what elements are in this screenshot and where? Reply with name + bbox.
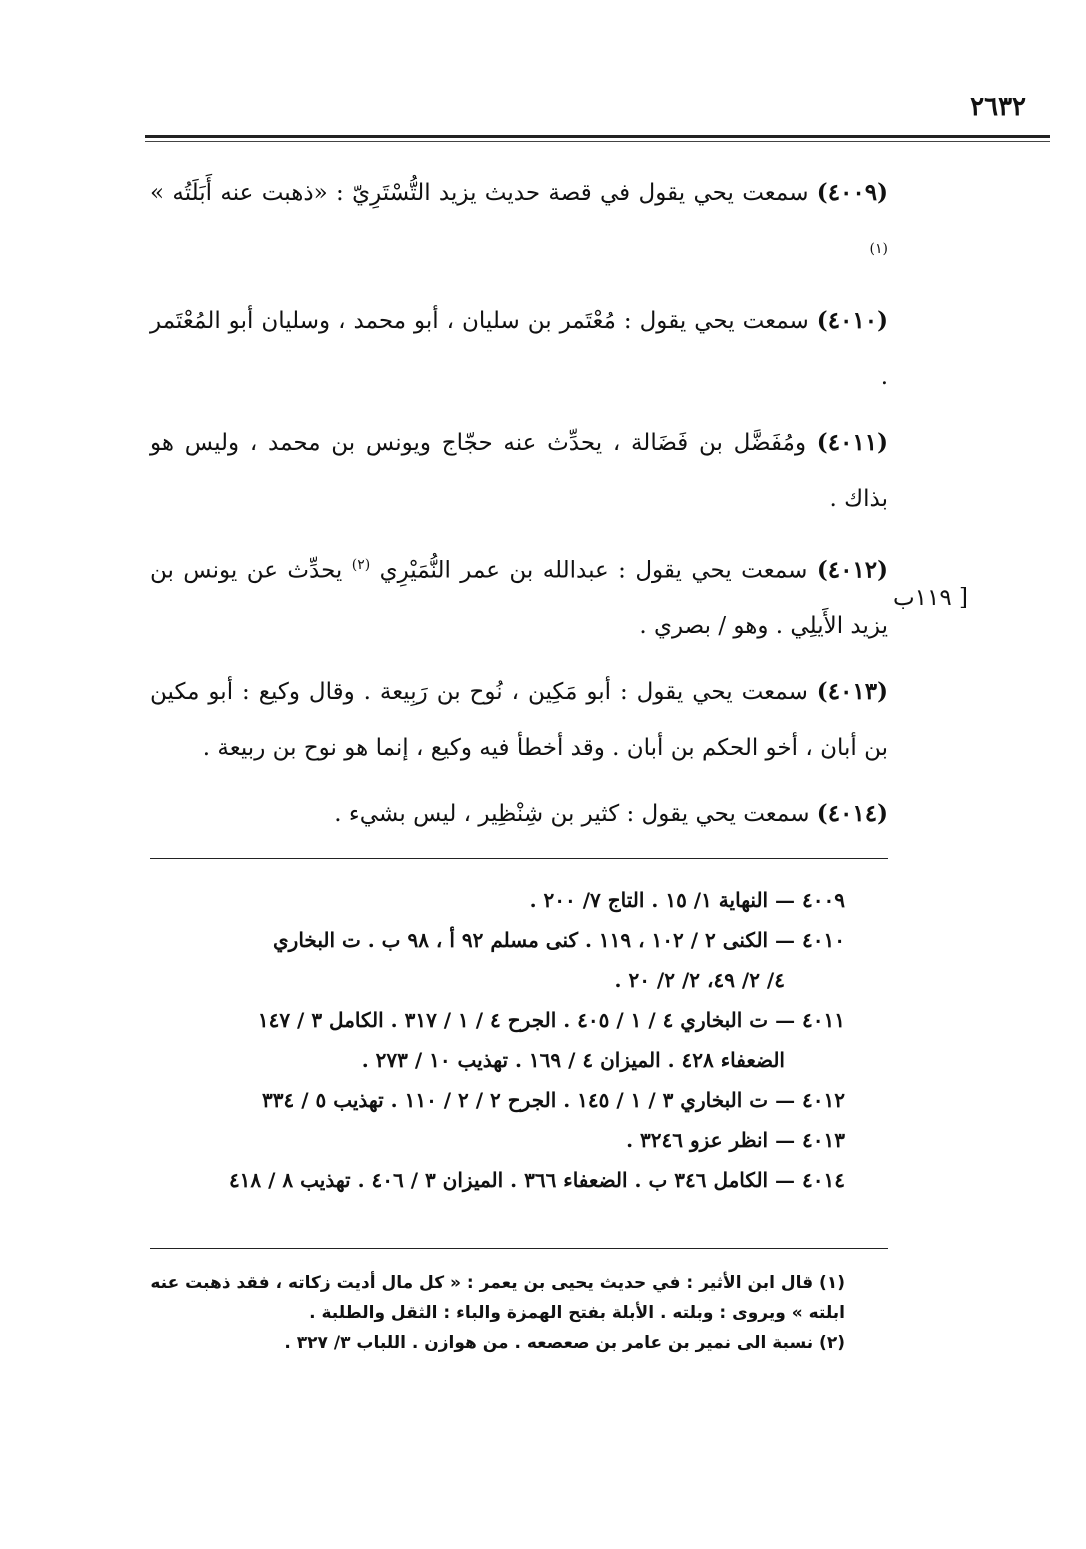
entry-number: (٤٠٠٩) <box>816 179 888 206</box>
reference-item <box>170 880 845 920</box>
references-rule <box>150 858 888 859</box>
entry-text: سمعت يحي يقول : كثير بن شِنْظِير ، ليس بشيء . <box>334 801 810 828</box>
entry-text: ومُفَضَّل بن فَضَالة ، يحدِّث عنه حجّاج ويونس بن محمد ، وليس هو بذاك . <box>150 429 888 512</box>
entry-text: سمعت يحي يقول : مُعْتَمر بن سليان ، أبو محمد ، وسليان أبو المُعْتَمر . <box>150 307 888 390</box>
header-rule <box>145 135 1050 138</box>
reference-item <box>170 1120 845 1160</box>
narration-entry <box>150 664 888 776</box>
reference-text: ٤٠٠٩ — النهاية ١/ ١٥ . التاج ٧/ ٢٠٠ . <box>529 888 845 912</box>
reference-continuation: الضعفاء ٤٢٨ . الميزان ٤ / ١٦٩ . تهذيب ١٠ / ٢٧٣ . <box>361 1048 785 1072</box>
reference-item <box>170 1080 845 1120</box>
page-number: ٢٦٣٢ <box>970 92 1026 122</box>
entry-text-continued: يحدِّث عن يونس بن يزيد الأَيلِي . وهو / بصري . <box>150 557 888 640</box>
footnote-marker: (١) <box>869 241 888 257</box>
narration-entry <box>150 537 888 655</box>
entry-number: (٤٠١١) <box>816 428 888 456</box>
entry-number: (٤٠١٤) <box>816 800 888 828</box>
narration-entry <box>150 165 888 283</box>
reference-text: ٤٠١١ — ت البخاري ٤ / ١ / ٤٠٥ . الجرح ٤ / ١ / ٣١٧ . الكامل ٣ / ١٤٧ <box>257 1008 845 1032</box>
reference-text: ٤٠١٤ — الكامل ٣٤٦ ب . الضعفاء ٣٦٦ . الميزان ٣ / ٤٠٦ . تهذيب ٨ / ٤١٨ <box>228 1168 845 1192</box>
reference-continuation: ٤/ ٢/ ٤٩، ٢/ ٢/ ٢٠ . <box>614 968 785 992</box>
narration-entry <box>150 415 888 527</box>
narration-entry <box>150 786 888 842</box>
entry-text: سمعت يحي يقول : أبو مَكِين ، نُوح بن رَبِيعة . وقال وكيع : أبو مكين بن أبان ، أخو الحكم بن أبان . وقد أخطأ فيه وكيع ، إنما هو نوح بن ربيعة . <box>150 679 888 762</box>
entry-text: سمعت يحي يقول : عبدالله بن عمر النُّمَيْرِي <box>379 557 808 584</box>
entry-number: (٤٠١٢) <box>816 556 889 584</box>
footnote: (٢) نسبة الى نمير بن عامر بن صعصعه . من هوازن . اللباب ٣/ ٣٢٧ . <box>284 1333 845 1353</box>
entry-number: (٤٠١٣) <box>816 678 888 706</box>
manuscript-folio-marker: [ ١١٩ب <box>893 585 969 611</box>
reference-text: ٤٠١٣ — انظر عزو ٣٢٤٦ . <box>626 1128 845 1152</box>
entry-text: سمعت يحي يقول في قصة حديث يزيد التُّسْتَرِيّ : «ذهبت عنه أَبَلَتُه » <box>150 180 809 206</box>
reference-item <box>170 920 845 1000</box>
reference-text: ٤٠١٢ — ت البخاري ٣ / ١ / ١٤٥ . الجرح ٢ / ٢ / ١١٠ . تهذيب ٥ / ٣٣٤ <box>262 1088 845 1112</box>
header-rule-thin <box>145 141 1050 142</box>
narration-list <box>150 165 888 852</box>
footnotes-rule <box>150 1248 888 1249</box>
footnotes-list <box>150 1268 845 1358</box>
reference-item <box>170 1000 845 1080</box>
footnote-marker: (٢) <box>351 556 371 573</box>
footnote: (١) قال ابن الأثير : في حديث يحيى بن يعمر : « كل مال أديت زكاته ، فقد ذهبت عنه ابلته » ويروى : وبلته . الأبلة بفتح الهمزة والباء : الثقل والطلبة . <box>150 1273 845 1323</box>
entry-number: (٤٠١٠) <box>816 306 888 334</box>
reference-item <box>170 1160 845 1200</box>
references-list <box>170 880 845 1200</box>
reference-text: ٤٠١٠ — الكنى ٢ / ١٠٢ ، ١١٩ . كنى مسلم ٩٢ أ ، ٩٨ ب . ت البخاري <box>273 928 845 952</box>
narration-entry <box>150 293 888 405</box>
